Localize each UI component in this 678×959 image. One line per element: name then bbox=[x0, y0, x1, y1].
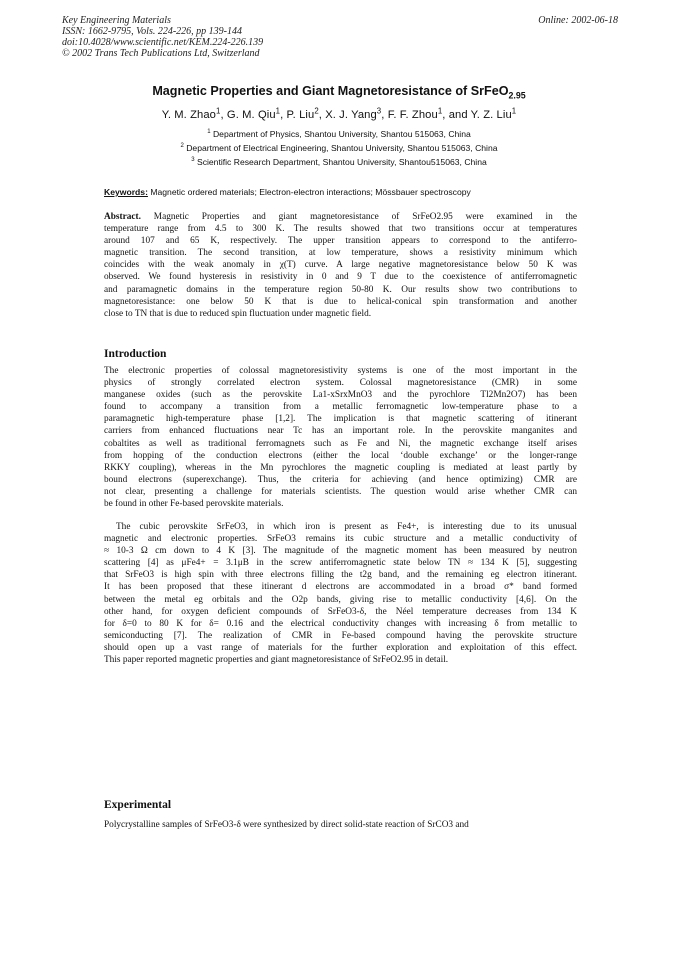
keywords bbox=[104, 187, 584, 197]
text-line: temperature range from 4.5 to 300 K. The results showed that two transitions occur at temperatures bbox=[104, 224, 577, 235]
text-line: physics of strongly correlated electron system. Colossal magnetoresistance (CMR) in some bbox=[104, 378, 577, 389]
keywords-label: Keywords: bbox=[104, 187, 148, 197]
affiliation-text: Department of Physics, Shantou University, Shantou 515063, China bbox=[212, 129, 471, 139]
author-name: P. Liu bbox=[286, 109, 315, 121]
issn-line: ISSN: 1662-9795, Vols. 224-226, pp 139-144 bbox=[62, 26, 242, 37]
introduction-paragraph-2 bbox=[104, 521, 577, 666]
text-line: Polycrystalline samples of SrFeO3-δ were synthesized by direct solid-state reaction of SrCO3 and bbox=[104, 820, 469, 830]
affiliation-text: Scientific Research Department, Shantou University, Shantou515063, China bbox=[196, 157, 487, 167]
introduction-paragraph-1 bbox=[104, 365, 577, 510]
text-line: around 107 and 65 K, respectively. The upper transition appears to correspond to the antiferro- bbox=[104, 236, 577, 247]
journal-name: Key Engineering Materials bbox=[62, 15, 171, 26]
doi-line: doi:10.4028/www.scientific.net/KEM.224-226.139 bbox=[62, 37, 264, 48]
author-affiliation-mark: 1 bbox=[216, 106, 221, 116]
author-list: Y. M. Zhao$^1$, G. M. Qiu$^1$, P. Liu$^2$, X. J. Yang$^3$, F. F. Zhou$^1$, and Y. Z. Liu$^1$ bbox=[161, 106, 517, 121]
author-affiliation-mark: 1 bbox=[437, 106, 443, 116]
abstract bbox=[104, 211, 577, 320]
text-line: be found in other Fe-based perovskite materials. bbox=[104, 499, 284, 510]
text-line: observed. We found hysteresis in resistivity in 0 and 9 T due to the coexistence of antiferromagnetic bbox=[104, 272, 577, 283]
text-line: coincides with the weak anomaly in χ(T) curve. A large negative magnetoresistance below 50 K was bbox=[104, 260, 577, 271]
text-line: magnetoresistance: one below 50 K that is due to helical-conical spin transformation and another bbox=[104, 296, 577, 307]
affiliation-mark: 2 bbox=[180, 143, 184, 150]
text-line: and paramagnetic domains in the temperature region 50-80 K. Our results show two contributions to bbox=[104, 284, 577, 295]
text-line: The cubic perovskite SrFeO3, in which iron is present as Fe4+, is interesting due to its unusual bbox=[116, 522, 577, 532]
author-name: Y. M. Zhao bbox=[161, 109, 216, 121]
text-line: other hand, for oxygen deficient compounds of SrFeO3-δ, the Néel temperature decreases from 134 K bbox=[104, 606, 577, 617]
affiliation-1 bbox=[0, 129, 678, 139]
text-line: from hopping of the conduction electrons (either the local ‘double exchange’ or the longer-range bbox=[104, 450, 577, 461]
text-line: magnetic and electronic properties. SrFeO3 remains its cubic structure and a metallic conductivity of bbox=[104, 534, 577, 545]
text-line: not clear, presenting a challenge for materials scientists. The question would arise whether CMR can bbox=[104, 486, 577, 497]
text-line: magnetic transition. The second transition, at low temperature, shows a resistivity minimum which bbox=[104, 248, 577, 259]
keywords-text: Magnetic ordered materials; Electron-electron interactions; Mössbauer spectroscopy bbox=[150, 187, 471, 197]
affiliation-2 bbox=[0, 143, 678, 153]
text-line: The electronic properties of colossal magnetoresistivity systems is one of the most important in the bbox=[104, 366, 577, 376]
text-line: that SrFeO3 is high spin with three electrons filling the t2g band, and the remaining eg electron itinerant. bbox=[104, 570, 577, 581]
text-line: cobaltites as well as traditional ferromagnets such as Fe and Ni, the magnetic exchange itself arises bbox=[104, 438, 577, 449]
section-heading-introduction: Introduction bbox=[104, 348, 167, 360]
paper-title bbox=[0, 84, 678, 101]
affiliation-3 bbox=[0, 157, 678, 167]
text-line: for δ=0 to 80 K for δ= 0.16 and the electrical conductivity changes with increasing δ from metallic to bbox=[104, 618, 577, 629]
text-line: scattering [4] as μFe4+ = 3.1μB in the screw antiferromagnetic state below TN ≈ 134 K [5], suggesting bbox=[104, 558, 577, 569]
copyright-line: © 2002 Trans Tech Publications Ltd, Switzerland bbox=[62, 48, 260, 59]
title-subscript: 2.95 bbox=[508, 90, 526, 101]
author-affiliation-mark: 1 bbox=[511, 106, 517, 116]
experimental-paragraph bbox=[104, 819, 577, 831]
abstract-label: Abstract. bbox=[104, 212, 154, 222]
text-line: semiconducting [7]. The realization of CMR in Fe-based compound having the perovskite structure bbox=[104, 630, 577, 641]
author-affiliation-mark: 1 bbox=[275, 106, 281, 116]
text-line: RKKY coupling), whereas in the Mn pyrochlores the magnetic coupling is mediated at least partly by bbox=[104, 462, 577, 473]
affiliation-mark: 1 bbox=[207, 129, 211, 136]
text-line: manganese oxides (such as the perovskite La1-xSrxMnO3 and the pyrochlore Tl2Mn2O7) has been bbox=[104, 390, 577, 401]
author-affiliation-mark: 2 bbox=[314, 106, 319, 116]
text-line: bound electrons (superexchange). Thus, the criteria for achieving (and hence optimizing) CMR are bbox=[104, 474, 577, 485]
text-line: close to TN that is due to reduced spin fluctuation under magnetic field. bbox=[104, 308, 372, 319]
text-line: should open up a vast range of materials for the further exploration and exploitation of this effect. bbox=[104, 642, 577, 653]
text-line: ≈ 10-3 Ω cm down to 4 K [3]. The magnitude of the magnetic moment has been measured by neutron bbox=[104, 546, 577, 557]
text-line: between the metal eg orbitals and the O2p bands, giving rise to metallic conductivity [4,6]. On the bbox=[104, 594, 577, 605]
author-name: F. F. Zhou bbox=[387, 109, 438, 121]
affiliation-text: Department of Electrical Engineering, Shantou University, Shantou 515063, China bbox=[186, 143, 498, 153]
author-name: G. M. Qiu bbox=[226, 109, 276, 121]
text-line: This paper reported magnetic properties and giant magnetoresistance of SrFeO2.95 in detail. bbox=[104, 655, 449, 666]
section-heading-experimental: Experimental bbox=[104, 799, 172, 811]
text-line: It has been proposed that these itinerant d electrons are accommodated in a broad σ* band formed bbox=[104, 582, 577, 593]
author-affiliation-mark: 3 bbox=[376, 106, 382, 116]
text-line: Abstract. Magnetic Properties and giant magnetoresistance of SrFeO2.95 were examined in the bbox=[104, 212, 578, 222]
author-name: Y. Z. Liu bbox=[470, 109, 512, 121]
text-line: found to accompany a transition from a metallic ferromagnetic low-temperature phase to a bbox=[104, 402, 577, 413]
text-line: paramagnetic high-temperature phase [1,2]. The implication is that magnetic scattering of itinerant bbox=[104, 414, 577, 425]
journal-header bbox=[62, 15, 618, 59]
affiliation-mark: 3 bbox=[191, 157, 195, 164]
text-line: carriers from enhanced fluctuations near Tc has an important role. In the perovskite manganites and bbox=[104, 426, 577, 437]
author-name: X. J. Yang bbox=[325, 109, 377, 121]
online-date: Online: 2002-06-18 bbox=[538, 15, 618, 26]
title-text: Magnetic Properties and Giant Magnetoresistance of SrFeO bbox=[152, 84, 509, 98]
